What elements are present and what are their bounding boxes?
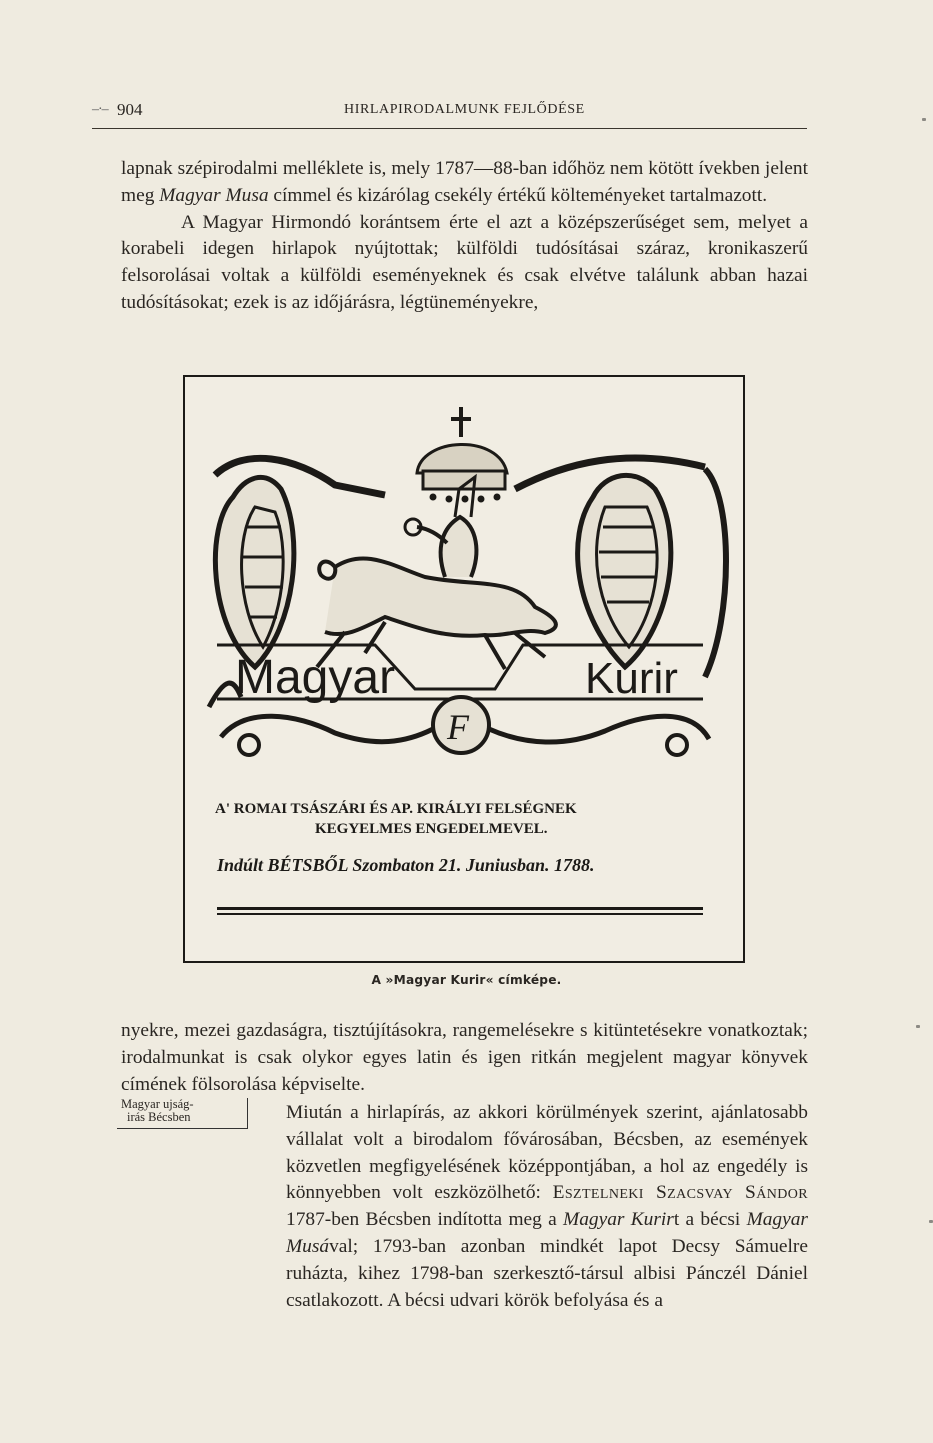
- para1-hirmondo-text: A Magyar Hirmondó korántsem érte el azt a középszerűséget sem, melyet a korabeli idegen hirlapok nyújtottak; külföldi tudósításai száraz, kronikaszerű felsorolásai voltak a külföldi eseményeknek és csak elvétve találunk abban hazai tudósításokat; ezek is az időjárásra, légtüneményekre,: [121, 211, 808, 313]
- para3-text-a: Miután a hirlapírás, az akkori körülmények szerint, ajánlatosabb vállalat volt a birodalom fővárosában, Bécsben, az események közvetlen megfigyelésének középpontjában, a hol az engedély is könnyebben volt eszközölhető:: [286, 1102, 808, 1204]
- double-rule: [217, 907, 703, 915]
- page-number: 904: [117, 100, 143, 119]
- monogram: F: [447, 707, 469, 747]
- para1-title-magyar-musa: Magyar Musa: [159, 184, 269, 206]
- running-title: HIRLAPIRODALMUNK FEJLŐDÉSE: [344, 102, 585, 117]
- paragraph-1: [121, 156, 808, 317]
- privilege-line-2: KEGYELMES ENGEDELMEVEL.: [315, 821, 548, 837]
- paragraph-3: [121, 1100, 808, 1314]
- horse-and-rider: [317, 477, 556, 669]
- margin-note-line-2: irás Bécsben: [127, 1110, 191, 1124]
- figure-caption: A »Magyar Kurir« címképe.: [371, 973, 562, 987]
- para1-text-b: címmel és kizárólag csekély értékű költeményeket tartalmazott.: [268, 184, 768, 206]
- masthead-engraving: [185, 377, 743, 961]
- masthead-kurir: Kurir: [585, 654, 678, 703]
- imprint-date-line: Indúlt BÉTSBŐL Szombaton 21. Juniusban. 1788.: [217, 855, 595, 875]
- para3-text-d: val; 1793-ban azonban mindkét lapot Decsy Sámuelre ruházta, kihez 1798-ban szerkesztő-társul albisi Pánczél Dániel csatlakozott. A bécsi udvari körök befolyása és a: [286, 1235, 808, 1311]
- para3-title-magyar-kurir: Magyar Kurir: [563, 1209, 674, 1231]
- para1-text-a: lapnak szépirodalmi melléklete is, mely 1787—88-ban időhöz nem kötött ívekben jelent meg: [121, 158, 808, 206]
- running-header: [92, 96, 807, 129]
- para2-text: nyekre, mezei gazdaságra, tisztújításokra, rangemelésekre s kitüntetésekre vonatkoztak; irodalmunkat is csak olykor egyes latin és igen ritkán megjelent magyar könyvek címének fölsorolása képviselte.: [121, 1020, 808, 1095]
- masthead-magyar: Magyar: [235, 651, 396, 704]
- para3-title-magyar-musa: Magyar Musá: [286, 1209, 808, 1257]
- para3-text-c: t a bécsi: [673, 1209, 747, 1231]
- privilege-line-1: A' ROMAI TSÁSZÁRI ÉS AP. KIRÁLYI FELSÉGNEK: [215, 801, 577, 817]
- paper-speck: [916, 1025, 920, 1028]
- para3-text-b: 1787-ben Bécsben indította meg a: [286, 1209, 564, 1231]
- paragraph-2: [121, 1018, 808, 1098]
- para3-author-name: Esztelneki Szacsvay Sándor: [552, 1182, 808, 1204]
- header-ornament: –·–: [92, 102, 108, 117]
- magyar-kurir-title-illustration: [183, 375, 745, 963]
- paper-speck: [929, 1220, 933, 1223]
- margin-note-line-1: Magyar ujság-: [121, 1097, 194, 1111]
- paper-speck: [922, 118, 926, 121]
- title-banner: [217, 645, 709, 755]
